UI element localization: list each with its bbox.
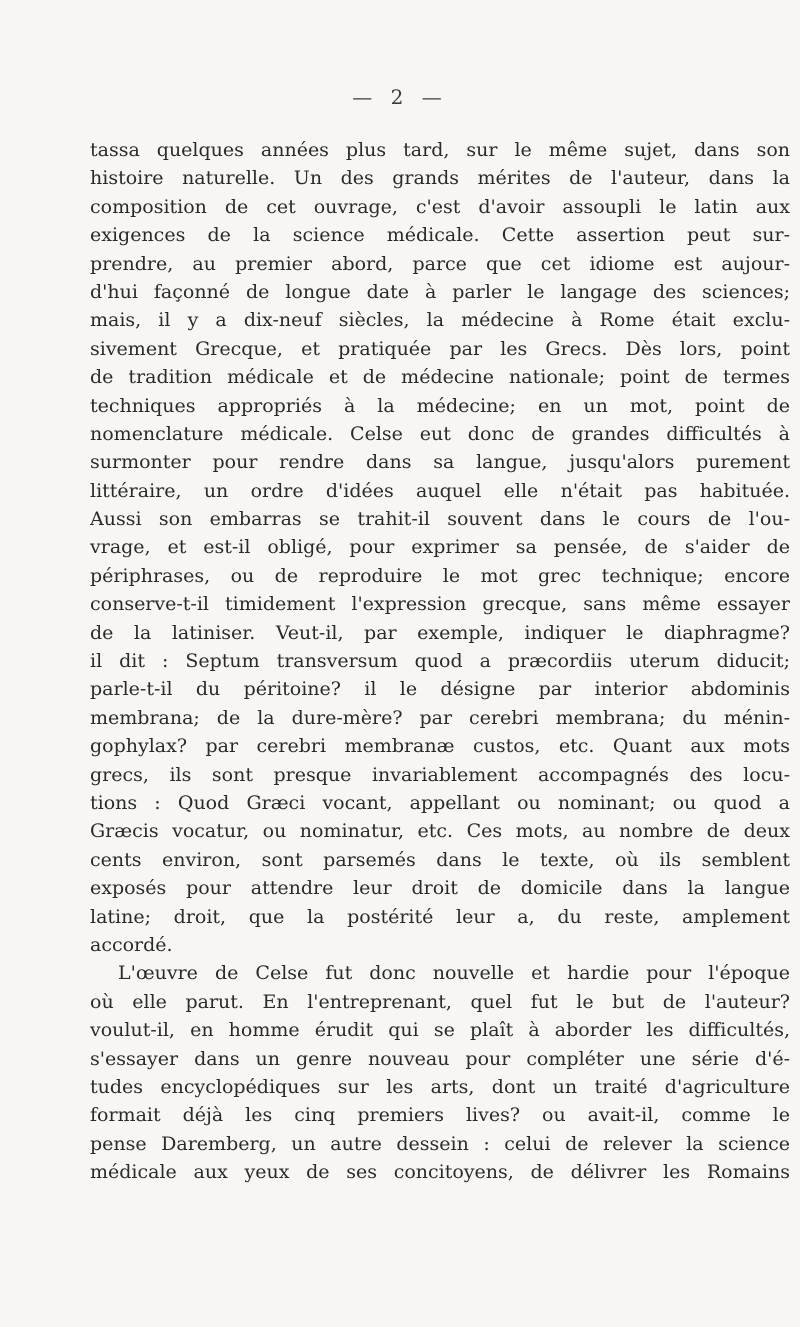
text-line: membrana; de la dure-mère? par cerebri membrana; du ménin-: [90, 706, 790, 729]
text-line: pense Daremberg, un autre dessein : celui de relever la science: [90, 1132, 790, 1155]
text-line: formait déjà les cinq premiers lives? ou avait-il, comme le: [90, 1104, 790, 1127]
text-line: sivement Grecque, et pratiquée par les Grecs. Dès lors, point: [90, 337, 790, 360]
text-line: surmonter pour rendre dans sa langue, jusqu'alors purement: [90, 451, 790, 474]
text-line-paragraph-start: L'œuvre de Celse fut donc nouvelle et hardie pour l'époque: [118, 962, 790, 985]
text-line: conserve-t-il timidement l'expression grecque, sans même essayer: [90, 593, 790, 616]
text-line: il dit : Septum transversum quod a præcordiis uterum diducit;: [90, 650, 790, 673]
text-line: gophylax? par cerebri membranæ custos, etc. Quant aux mots: [90, 735, 790, 758]
text-line: mais, il y a dix-neuf siècles, la médecine à Rome était exclu-: [90, 309, 790, 332]
text-line: s'essayer dans un genre nouveau pour compléter une série d'é-: [90, 1047, 790, 1070]
text-line: parle-t-il du péritoine? il le désigne par interior abdominis: [90, 678, 790, 701]
text-line: latine; droit, que la postérité leur a, du reste, amplement: [90, 905, 790, 928]
text-line: techniques appropriés à la médecine; en un mot, point de: [90, 394, 790, 417]
text-line: prendre, au premier abord, parce que cet idiome est aujour-: [90, 252, 790, 275]
page-number: — 2 —: [352, 85, 448, 109]
text-line: où elle parut. En l'entreprenant, quel fut le but de l'auteur?: [90, 990, 790, 1013]
text-line: de tradition médicale et de médecine nationale; point de termes: [90, 366, 790, 389]
text-line: périphrases, ou de reproduire le mot grec technique; encore: [90, 564, 790, 587]
text-line: tassa quelques années plus tard, sur le même sujet, dans son: [90, 139, 790, 161]
text-line: exigences de la science médicale. Cette assertion peut sur-: [90, 224, 790, 247]
text-line: vrage, et est-il obligé, pour exprimer sa pensée, de s'aider de: [90, 536, 790, 559]
text-line: d'hui façonné de longue date à parler le langage des sciences;: [90, 280, 790, 303]
text-line: exposés pour attendre leur droit de domicile dans la langue: [90, 877, 790, 900]
text-line: cents environ, sont parsemés dans le texte, où ils semblent: [90, 848, 790, 871]
text-line: nomenclature médicale. Celse eut donc de grandes difficultés à: [90, 422, 790, 445]
text-line: histoire naturelle. Un des grands mérites de l'auteur, dans la: [90, 167, 790, 190]
text-line: de la latiniser. Veut-il, par exemple, indiquer le diaphragme?: [90, 621, 790, 644]
text-line: Græcis vocatur, ou nominatur, etc. Ces mots, au nombre de deux: [90, 820, 790, 843]
text-line: littéraire, un ordre d'idées auquel elle n'était pas habituée.: [90, 479, 790, 502]
text-line: grecs, ils sont presque invariablement accompagnés des locu-: [90, 763, 790, 786]
text-line-paragraph-end: accordé.: [90, 933, 173, 956]
text-line: tudes encyclopédiques sur les arts, dont un traité d'agriculture: [90, 1075, 790, 1098]
text-line: tions : Quod Græci vocant, appellant ou nominant; ou quod a: [90, 791, 790, 814]
text-line: composition de cet ouvrage, c'est d'avoir assoupli le latin aux: [90, 195, 790, 218]
text-line: médicale aux yeux de ses concitoyens, de délivrer les Romains: [90, 1161, 790, 1184]
body-text: [90, 136, 790, 1186]
text-line: Aussi son embarras se trahit-il souvent dans le cours de l'ou-: [90, 508, 790, 531]
text-line: voulut-il, en homme érudit qui se plaît à aborder les difficultés,: [90, 1019, 790, 1042]
